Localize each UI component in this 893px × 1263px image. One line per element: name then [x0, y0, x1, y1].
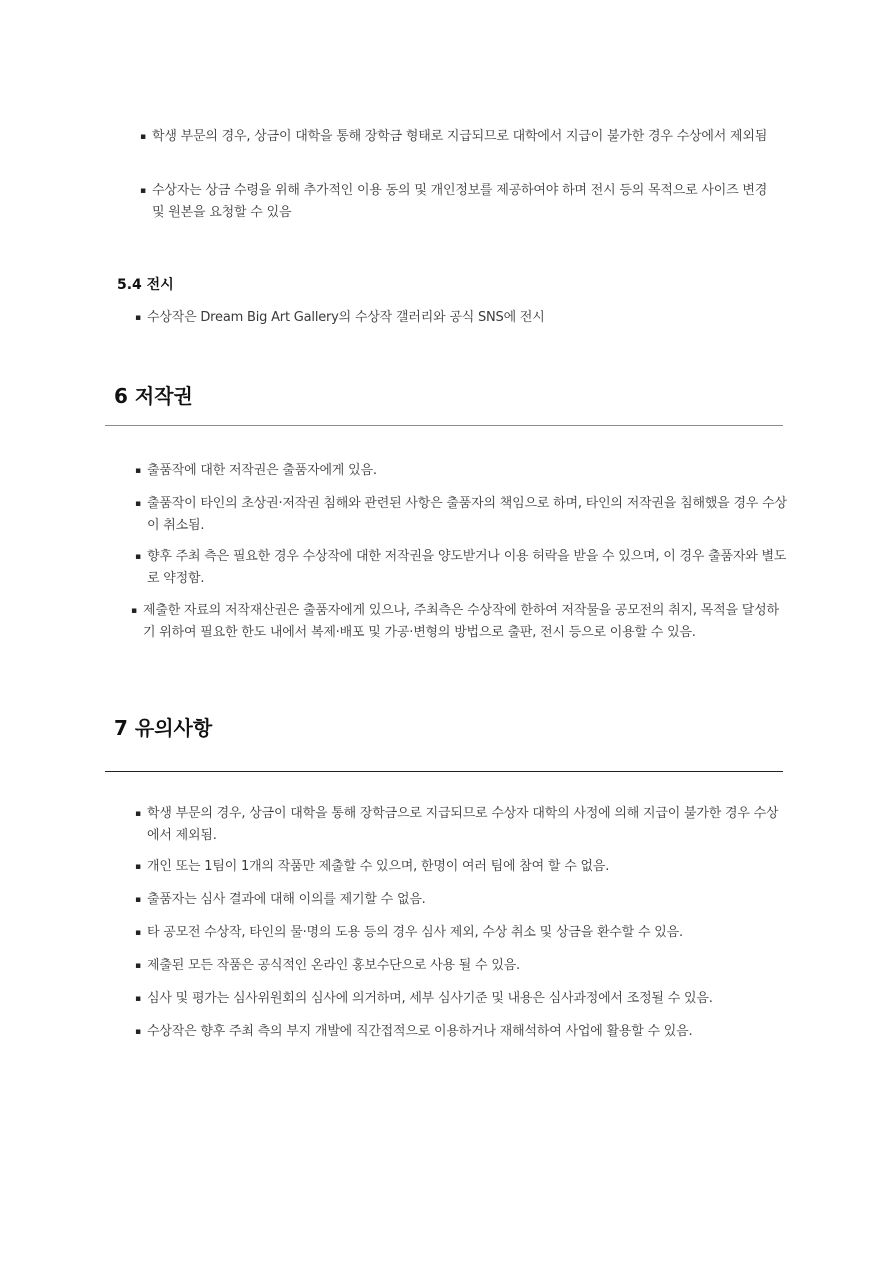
section-heading-7: 7 유의사항: [114, 716, 213, 740]
bullet-icon: ▪: [135, 1027, 141, 1037]
list-item: [140, 180, 772, 224]
list-item-text: 제출한 자료의 저작재산권은 출품자에게 있으나, 주최측은 수상작에 한하여 저작물을 공모전의 취지, 목적을 달성하기 위하여 필요한 한도 내에서 복제·배포 및 가공·변형의 방법으로 출판, 전시 등으로 이용할 수 있음.: [143, 603, 779, 640]
list-item: [135, 856, 787, 878]
list-item: [135, 889, 787, 911]
bullet-icon: ▪: [135, 499, 141, 509]
section-divider: [105, 771, 783, 772]
list-item-text: 수상자는 상금 수령을 위해 추가적인 이용 동의 및 개인정보를 제공하여야 하며 전시 등의 목적으로 사이즈 변경 및 원본을 요청할 수 있음: [152, 183, 768, 220]
list-item-text: 학생 부문의 경우, 상금이 대학을 통해 장학금으로 지급되므로 수상자 대학의 사정에 의해 지급이 불가한 경우 수상에서 제외됨.: [147, 806, 779, 843]
list-item-text: 향후 주최 측은 필요한 경우 수상작에 대한 저작권을 양도받거나 이용 허락을 받을 수 있으며, 이 경우 출품자와 별도로 약정함.: [147, 549, 787, 586]
section-divider: [105, 425, 783, 426]
bullet-icon: ▪: [135, 809, 141, 819]
list-item: [135, 922, 787, 944]
list-item: [135, 988, 787, 1010]
bullet-icon: ▪: [135, 994, 141, 1004]
bullet-icon: ▪: [140, 132, 146, 142]
bullet-icon: ▪: [135, 466, 141, 476]
bullet-icon: ▪: [135, 895, 141, 905]
bullet-icon: ▪: [131, 606, 137, 616]
list-item-text: 제출된 모든 작품은 공식적인 온라인 홍보수단으로 사용 될 수 있음.: [147, 958, 520, 973]
list-item: [135, 546, 787, 590]
bullet-icon: ▪: [135, 552, 141, 562]
bullet-icon: ▪: [135, 862, 141, 872]
bullet-icon: ▪: [135, 313, 141, 323]
list-item: [135, 1021, 787, 1043]
list-item-text: 수상작은 향후 주최 측의 부지 개발에 직간접적으로 이용하거나 재해석하여 사업에 활용할 수 있음.: [147, 1024, 693, 1039]
list-item: [135, 460, 787, 482]
list-item-text: 출품작에 대한 저작권은 출품자에게 있음.: [147, 463, 377, 478]
list-item: [140, 126, 772, 148]
list-item: [135, 307, 777, 329]
list-item-text: 학생 부문의 경우, 상금이 대학을 통해 장학금 형태로 지급되므로 대학에서 지급이 불가한 경우 수상에서 제외됨: [152, 129, 768, 144]
list-item-text: 수상작은 Dream Big Art Gallery의 수상작 갤러리와 공식 SNS에 전시: [147, 310, 545, 325]
list-item: [135, 803, 787, 847]
list-item-text: 타 공모전 수상작, 타인의 물·명의 도용 등의 경우 심사 제외, 수상 취소 및 상금을 환수할 수 있음.: [147, 925, 683, 940]
bullet-icon: ▪: [135, 961, 141, 971]
list-item: [135, 955, 787, 977]
list-item-text: 출품자는 심사 결과에 대해 이의를 제기할 수 없음.: [147, 892, 426, 907]
section-heading-5-4: 5.4 전시: [117, 277, 174, 293]
list-item-text: 출품작이 타인의 초상권·저작권 침해와 관련된 사항은 출품자의 책임으로 하며, 타인의 저작권을 침해했을 경우 수상이 취소됨.: [147, 496, 787, 533]
bullet-icon: ▪: [135, 928, 141, 938]
list-item: [135, 493, 787, 537]
list-item-text: 개인 또는 1팀이 1개의 작품만 제출할 수 있으며, 한명이 여러 팀에 참여 할 수 없음.: [147, 859, 610, 874]
section-heading-6: 6 저작권: [114, 384, 193, 408]
list-item: [131, 600, 787, 644]
bullet-icon: ▪: [140, 186, 146, 196]
list-item-text: 심사 및 평가는 심사위원회의 심사에 의거하며, 세부 심사기준 및 내용은 심사과정에서 조정될 수 있음.: [147, 991, 713, 1006]
